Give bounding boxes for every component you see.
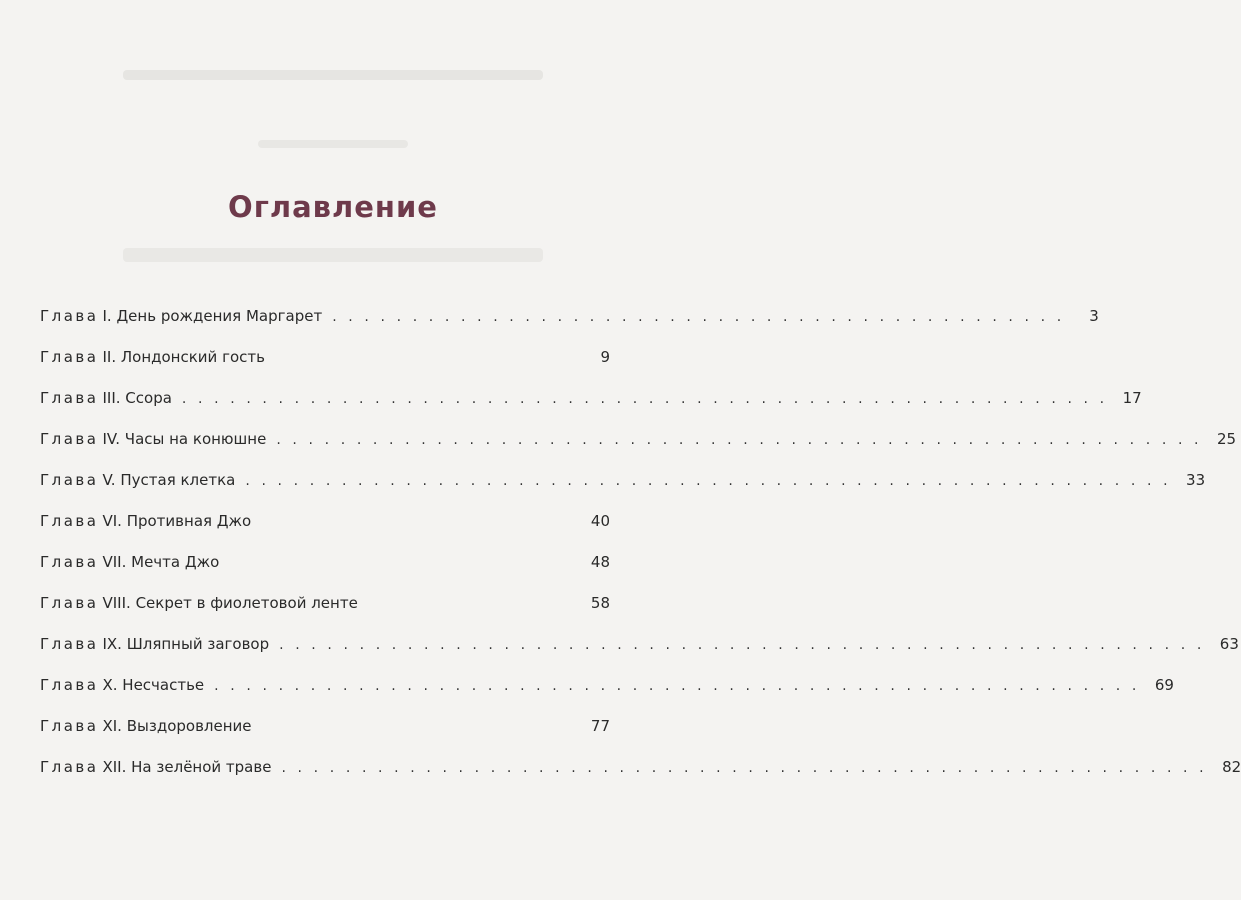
chapter-title: Шляпный заговор <box>126 635 270 653</box>
chapter-title: Часы на конюшне <box>124 430 267 448</box>
chapter-label: Глава <box>40 389 99 407</box>
dot-leader: . . . . . . . . . . . . . . . . . . . . . . . . . . . . . . . . . . . . . . . . . . . . . . . . . . . . . . . . . . <box>279 637 1205 653</box>
chapter-title: Ссора <box>125 389 172 407</box>
toc-entry <box>40 467 1206 493</box>
toc-entry <box>40 590 610 616</box>
toc-entry <box>40 344 610 370</box>
chapter-numeral: IV. <box>102 430 120 448</box>
chapter-label: Глава <box>40 471 99 489</box>
page-number: 25 <box>1217 430 1237 448</box>
toc-entry <box>40 549 610 575</box>
chapter-numeral: V. <box>102 471 116 489</box>
chapter-title: Противная Джо <box>126 512 252 530</box>
chapter-numeral: XII. <box>102 758 127 776</box>
chapter-title: Несчастье <box>122 676 205 694</box>
chapter-title: Секрет в фиолетовой ленте <box>135 594 358 612</box>
toc-entry <box>40 713 610 739</box>
chapter-numeral: X. <box>102 676 118 694</box>
dot-leader: . . . . . . . . . . . . . . . . . . . . . . . . . . . . . . . . . . . . . . . . . . . . . . . . . . . . . . . . . . <box>281 760 1208 776</box>
toc-entry <box>40 385 1142 411</box>
page-number: 9 <box>600 348 610 366</box>
dot-leader: . . . . . . . . . . . . . . . . . . . . . . . . . . . . . . . . . . . . . . . . . . . . . . . . . . . . . . . . . . <box>245 473 1172 489</box>
chapter-title: Мечта Джо <box>131 553 220 571</box>
chapter-numeral: I. <box>102 307 112 325</box>
chapter-numeral: VI. <box>102 512 122 530</box>
chapter-label: Глава <box>40 717 99 735</box>
page-number: 40 <box>590 512 610 530</box>
chapter-numeral: IX. <box>102 635 122 653</box>
page-number: 82 <box>1222 758 1241 776</box>
page-number: 33 <box>1186 471 1206 489</box>
chapter-label: Глава <box>40 553 99 571</box>
chapter-label: Глава <box>40 307 99 325</box>
dot-leader: . . . . . . . . . . . . . . . . . . . . . . . . . . . . . . . . . . . . . . . . . . . . . . . . . . . . . . . . . . <box>214 678 1140 694</box>
chapter-label: Глава <box>40 635 99 653</box>
toc-entry <box>40 303 1099 329</box>
chapter-label: Глава <box>40 348 99 366</box>
page-title: Оглавление <box>228 190 438 224</box>
chapter-title: На зелёной траве <box>131 758 272 776</box>
page-number: 69 <box>1154 676 1174 694</box>
chapter-title: День рождения Маргарет <box>116 307 323 325</box>
page-number: 3 <box>1089 307 1099 325</box>
chapter-numeral: VII. <box>102 553 127 571</box>
chapter-label: Глава <box>40 430 99 448</box>
chapter-numeral: VIII. <box>102 594 131 612</box>
page-number: 58 <box>590 594 610 612</box>
chapter-numeral: II. <box>102 348 117 366</box>
chapter-numeral: XI. <box>102 717 122 735</box>
toc-entry <box>40 508 610 534</box>
chapter-label: Глава <box>40 758 99 776</box>
toc-entry <box>40 631 1239 657</box>
chapter-label: Глава <box>40 512 99 530</box>
toc-entry <box>40 754 1241 780</box>
page-number: 17 <box>1122 389 1142 407</box>
chapter-label: Глава <box>40 676 99 694</box>
page-number: 63 <box>1219 635 1239 653</box>
toc-entry <box>40 426 1237 452</box>
bleed-through-decoration <box>0 70 666 262</box>
dot-leader: . . . . . . . . . . . . . . . . . . . . . . . . . . . . . . . . . . . . . . . . . . . . . . . . . . . . . . . . . . <box>181 391 1108 407</box>
chapter-title: Лондонский гость <box>120 348 265 366</box>
chapter-title: Пустая клетка <box>120 471 236 489</box>
page-number: 48 <box>590 553 610 571</box>
chapter-label: Глава <box>40 594 99 612</box>
dot-leader: . . . . . . . . . . . . . . . . . . . . . . . . . . . . . . . . . . . . . . . . . . . . . . . . . . . . . . . . . . <box>276 432 1203 448</box>
toc-entry <box>40 672 1174 698</box>
page-number: 77 <box>590 717 610 735</box>
chapter-numeral: III. <box>102 389 121 407</box>
chapter-title: Выздоровление <box>126 717 252 735</box>
dot-leader: . . . . . . . . . . . . . . . . . . . . . . . . . . . . . . . . . . . . . . . . . . . . . . <box>332 309 1065 325</box>
